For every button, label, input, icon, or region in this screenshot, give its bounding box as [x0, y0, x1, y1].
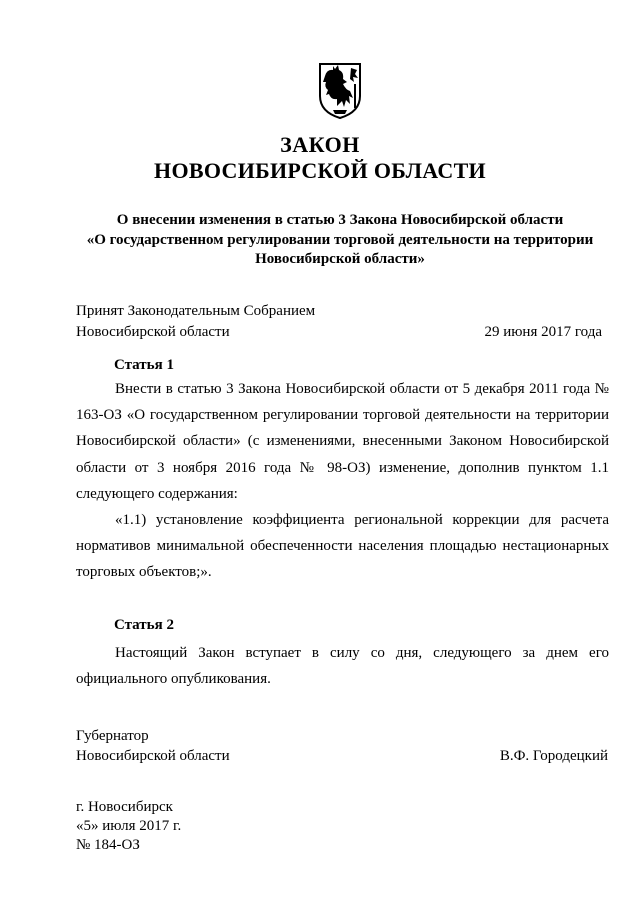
signing-place: г. Новосибирск — [76, 799, 173, 815]
accepted-by-line2: Новосибирской области — [76, 324, 230, 340]
document-title-region: НОВОСИБИРСКОЙ ОБЛАСТИ — [154, 158, 486, 183]
accepted-date: 29 июня 2017 года — [484, 324, 602, 340]
signatory-title-line2: Новосибирской области — [76, 748, 230, 764]
law-number: № 184-ОЗ — [76, 837, 140, 853]
article-1-text: Внести в статью 3 Закона Новосибирской области от 5 декабря 2011 года № 163-ОЗ «О государственном регулировании торговой деятельности на территории Новосибирской области» (с изменениями, внесенными Законом Новосибирской области от 3 ноября 2016 года № 98-ОЗ) изменение, дополнив пунктом 1.1 следующего содержания: — [76, 381, 609, 502]
subtitle-line: О внесении изменения в статью 3 Закона Новосибирской области — [116, 212, 564, 228]
signing-date: «5» июля 2017 г. — [76, 818, 182, 834]
article-2-heading: Статья 2 — [114, 617, 174, 633]
accepted-by-line1: Принят Законодательным Собранием — [76, 303, 316, 319]
subtitle-line: «О государственном регулировании торговой деятельности на территории — [86, 231, 594, 248]
subtitle-line: Новосибирской области» — [255, 251, 425, 267]
article-1-quote: «1.1) установление коэффициента региональной коррекции для расчета нормативов минимальной обеспеченности населения площадью нестационарных торговых объектов;». — [76, 512, 609, 581]
article-1-heading: Статья 1 — [114, 357, 174, 373]
article-2-text: Настоящий Закон вступает в силу со дня, следующего за днем его официального опубликования. — [76, 645, 609, 688]
signatory-title-line1: Губернатор — [76, 728, 149, 744]
coat-of-arms-icon — [317, 60, 363, 120]
signatory-name: В.Ф. Городецкий — [499, 748, 608, 764]
document-title: ЗАКОН — [280, 132, 360, 157]
law-subtitle — [70, 211, 610, 270]
